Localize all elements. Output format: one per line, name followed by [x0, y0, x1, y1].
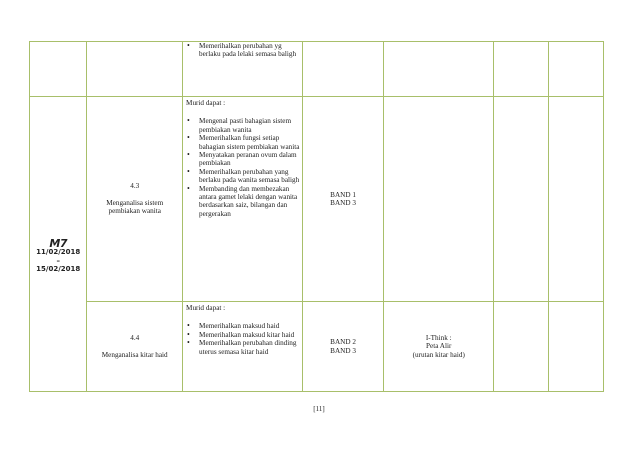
cell-week-empty: [30, 42, 87, 97]
objective-list: [183, 322, 302, 356]
date-separator: –: [56, 256, 60, 265]
objective-list: [183, 42, 302, 59]
cell-band-empty: [303, 42, 384, 97]
cell-standard-4-4: [87, 302, 183, 392]
standard-title: Menganalisa kitar haid: [101, 350, 168, 359]
list-item: • Memerihalkan perubahan dinding uterus semasa kitar haid: [183, 339, 302, 356]
week-label: M7: [49, 237, 67, 251]
cell-band-4-4: [303, 302, 384, 392]
ithink-map: Peta Alir: [426, 342, 452, 351]
cell-extra-4-3: [494, 97, 548, 302]
cell-band-4-3: [303, 97, 384, 302]
list-item: • Memerihalkan maksud kitar haid: [183, 331, 302, 339]
cell-extra-4-4: [548, 302, 603, 392]
band-label: BAND 1: [330, 190, 356, 199]
standard-number: 4.4: [130, 334, 140, 343]
standard-number: 4.3: [130, 182, 140, 191]
cell-standard-empty: [87, 42, 183, 97]
date-start: 11/02/2018: [36, 248, 81, 257]
cell-objectives-4-4: [183, 302, 303, 392]
cell-extra-empty: [494, 42, 548, 97]
cell-week: [30, 97, 87, 392]
list-item: • Menyatakan peranan ovum dalam pembiakan: [183, 151, 302, 168]
ithink-label: I-Think :: [425, 333, 452, 342]
table-row-4-4: [30, 302, 604, 392]
cell-notes-4-3: [383, 97, 494, 302]
band-label: BAND 2: [330, 338, 356, 347]
list-item: • Memerihalkan fungsi setiap bahagian sistem pembiakan wanita: [183, 134, 302, 151]
cell-extra-4-3: [548, 97, 603, 302]
standard-title: Menganalisa sistem pembiakan wanita: [106, 198, 164, 216]
list-item: • Memerihalkan perubahan yg berlaku pada lelaki semasa baligh: [183, 42, 302, 59]
page-number: [11]: [313, 405, 325, 413]
date-end: 15/02/2018: [36, 265, 81, 274]
cell-ithink-4-4: [383, 302, 494, 392]
cell-extra-4-4: [494, 302, 548, 392]
band-label: BAND 3: [330, 346, 356, 355]
objective-intro: Murid dapat :: [186, 99, 226, 107]
band-label: BAND 3: [330, 199, 356, 207]
list-item: • Memerihalkan maksud haid: [183, 322, 302, 330]
lesson-plan-table: [29, 41, 604, 392]
ithink-detail: (urutan kitar haid): [412, 350, 465, 359]
objective-intro: Murid dapat :: [186, 304, 226, 312]
list-item: • Mengenal pasti bahagian sistem pembiakan wanita: [183, 117, 302, 134]
table-row-4-3: [30, 97, 604, 302]
cell-notes-empty: [383, 42, 494, 97]
list-item: • Memerihalkan perubahan yang berlaku pada wanita semasa baligh: [183, 168, 302, 185]
cell-extra-empty: [548, 42, 603, 97]
cell-objectives-4-3: [183, 97, 303, 302]
objective-list: [183, 117, 302, 218]
table-row-continuation: [30, 42, 604, 97]
cell-standard-4-3: [87, 97, 183, 302]
list-item: • Membanding dan membezakan antara gamet lelaki dengan wanita berdasarkan saiz, bilangan dan pergerakan: [183, 185, 302, 219]
cell-objectives-prev: [183, 42, 303, 97]
